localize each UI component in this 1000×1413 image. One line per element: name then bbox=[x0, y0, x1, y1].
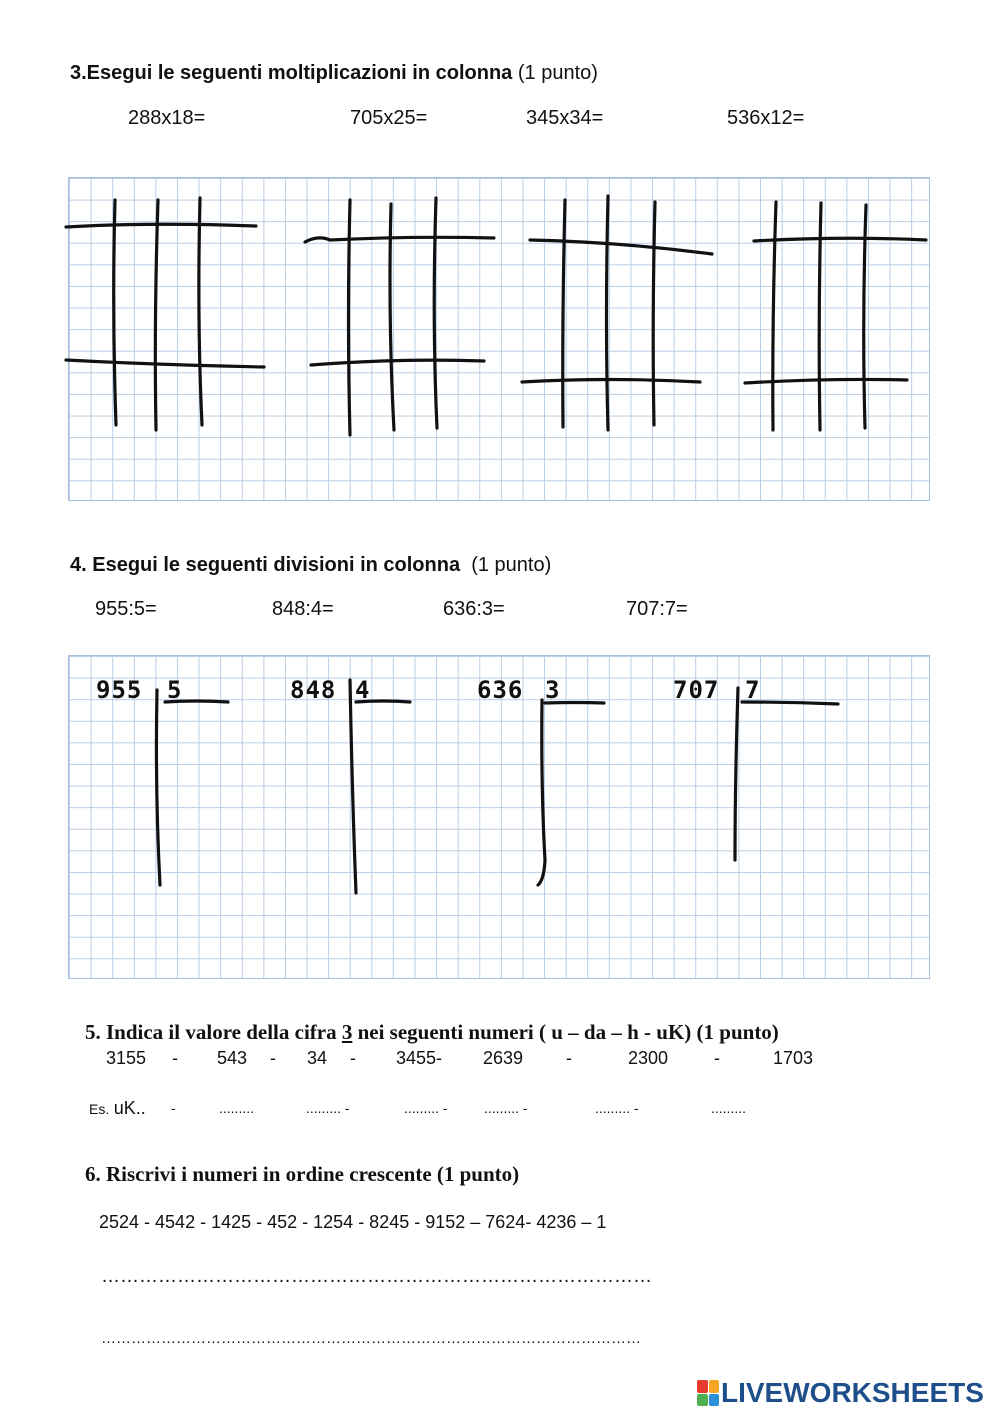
section5-answer-blank-1[interactable]: ......... bbox=[219, 1100, 255, 1116]
div-operation-1: 955:5= bbox=[95, 598, 157, 620]
hw-divisor-2: 4 bbox=[355, 676, 371, 704]
logo-text: LIVEWORKSHEETS bbox=[721, 1377, 984, 1408]
hw-divisor-1: 5 bbox=[167, 676, 183, 704]
section5-sep-5: - bbox=[714, 1048, 720, 1068]
section3-title-bold: 3.Esegui le seguenti moltiplicazioni in colonna bbox=[70, 62, 513, 84]
section5-answer-blank-2[interactable]: ......... - bbox=[306, 1100, 350, 1116]
section5-answer-sep: - bbox=[171, 1100, 176, 1116]
section5-sep-1: - bbox=[172, 1048, 178, 1068]
liveworksheets-logo bbox=[697, 1376, 984, 1410]
section5-number-3: 34 bbox=[307, 1048, 328, 1068]
hw-dividend-3: 636 bbox=[477, 676, 524, 704]
section5-answer-blank-5[interactable]: ......... - bbox=[595, 1100, 639, 1116]
section6-answer-line-2[interactable]: ……………………………………………………………………………………………… bbox=[101, 1330, 641, 1347]
section5-answer-example bbox=[89, 1098, 146, 1119]
section5-number-2: 543 bbox=[217, 1048, 248, 1068]
section5-title-pre: 5. Indica il valore della cifra bbox=[85, 1020, 342, 1044]
section5-answer-blank-4[interactable]: ......... - bbox=[484, 1100, 528, 1116]
section5-number-4: 3455- bbox=[396, 1048, 443, 1068]
section5-title bbox=[85, 1020, 779, 1045]
hw-divisor-4: 7 bbox=[745, 676, 761, 704]
section5-es-label: Es. bbox=[89, 1101, 110, 1117]
mult-operation-1: 288x18= bbox=[128, 107, 206, 129]
section4-title-bold: 4. Esegui le seguenti divisioni in colonna bbox=[70, 554, 461, 576]
div-operation-3: 636:3= bbox=[443, 598, 505, 620]
section5-example-value: uK.. bbox=[113, 1098, 146, 1118]
section4-title-points: (1 punto) bbox=[471, 554, 552, 576]
section5-number-5: 2639 bbox=[483, 1048, 524, 1068]
section5-sep-4: - bbox=[566, 1048, 572, 1068]
mult-operation-3: 345x34= bbox=[526, 107, 604, 129]
hw-dividend-1: 955 bbox=[96, 676, 143, 704]
section5-number-1: 3155 bbox=[106, 1048, 147, 1068]
section5-sep-3: - bbox=[350, 1048, 356, 1068]
hw-dividend-2: 848 bbox=[290, 676, 337, 704]
mult-operation-2: 705x25= bbox=[350, 107, 428, 129]
section6-answer-line-1[interactable]: …………………………………………………………………………… bbox=[101, 1266, 652, 1287]
section5-title-post: nei seguenti numeri ( u – da – h - uK) (1 punto) bbox=[352, 1020, 779, 1044]
div-operation-4: 707:7= bbox=[626, 598, 688, 620]
section5-number-7: 1703 bbox=[773, 1048, 814, 1068]
mult-operation-4: 536x12= bbox=[727, 107, 805, 129]
logo-mark-icon bbox=[697, 1380, 719, 1406]
section5-number-6: 2300 bbox=[628, 1048, 669, 1068]
hw-dividend-4: 707 bbox=[673, 676, 720, 704]
section3-title-points: (1 punto) bbox=[517, 62, 598, 84]
section5-title-digit: 3 bbox=[341, 1020, 353, 1044]
section5-sep-2: - bbox=[270, 1048, 276, 1068]
section5-answer-blank-6[interactable]: ......... bbox=[711, 1100, 747, 1116]
section6-title: 6. Riscrivi i numeri in ordine crescente (1 punto) bbox=[85, 1162, 520, 1186]
section6-sequence: 2524 - 4542 - 1425 - 452 - 1254 - 8245 - 9152 – 7624- 4236 – 1 bbox=[99, 1212, 607, 1232]
div-operation-2: 848:4= bbox=[272, 598, 334, 620]
hw-divisor-3: 3 bbox=[545, 676, 561, 704]
section5-answer-blank-3[interactable]: ......... - bbox=[404, 1100, 448, 1116]
